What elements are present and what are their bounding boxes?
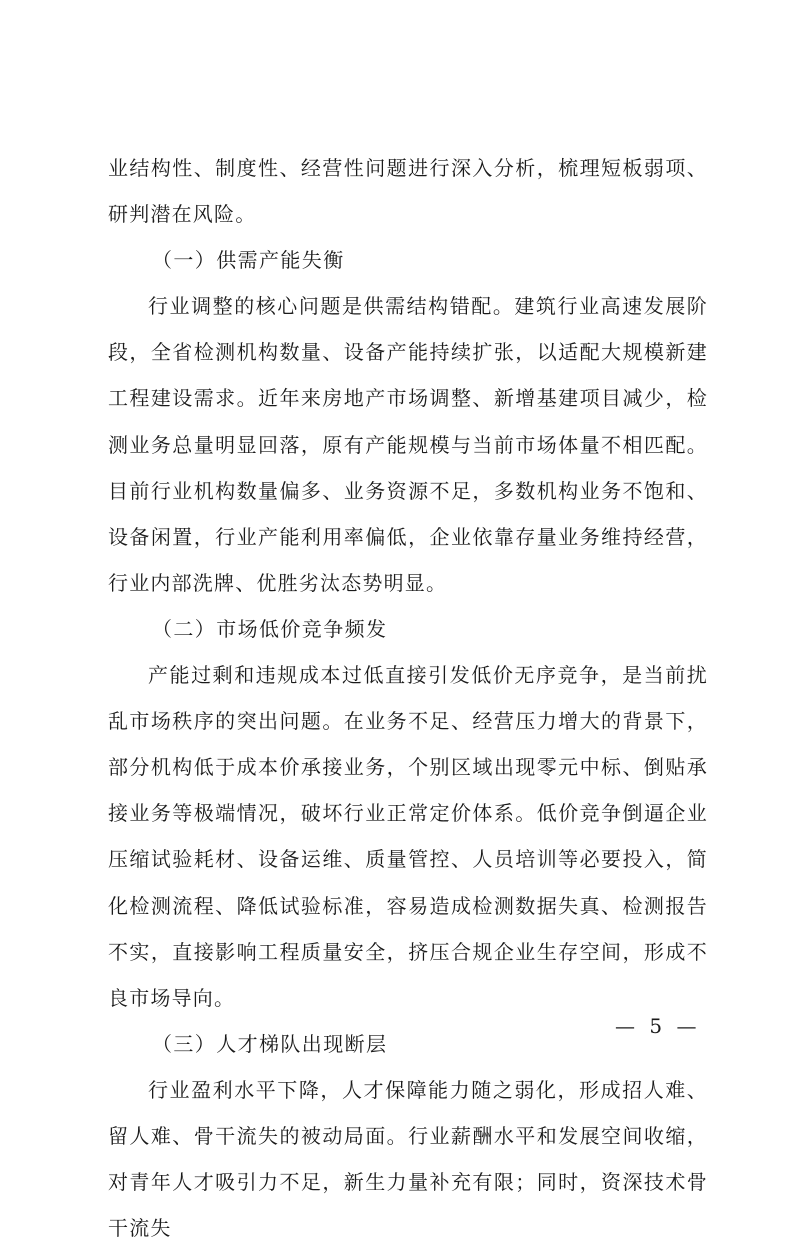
page-number: — 5 — <box>615 1014 701 1038</box>
section-heading-1: （一）供需产能失衡 <box>152 248 345 273</box>
section-heading-2: （二）市场低价竞争频发 <box>152 616 388 641</box>
paragraph-talent: 行业盈利水平下降，人才保障能力随之弱化，形成招人难、留人难、骨干流失的被动局面。行业薪酬水平和发展空间收缩，对青年人才吸引力不足，新生力量补充有限；同时，资深技术骨干流失 <box>108 1077 708 1241</box>
section-heading-3: （三）人才梯队出现断层 <box>152 1031 388 1056</box>
paragraph-continuation: 业结构性、制度性、经营性问题进行深入分析，梳理短板弱项、研判潜在风险。 <box>108 156 708 227</box>
paragraph-low-price-competition: 产能过剩和违规成本过低直接引发低价无序竞争，是当前扰乱市场秩序的突出问题。在业务不足、经营压力增大的背景下，部分机构低于成本价承接业务，个别区域出现零元中标、倒贴承接业务等极端情况，破坏行业正常定价体系。低价竞争倒逼企业压缩试验耗材、设备运维、质量管控、人员培训等必要投入，简化检测流程、降低试验标准，容易造成检测数据失真、检测报告不实，直接影响工程质量安全，挤压合规企业生存空间，形成不良市场导向。 <box>108 663 708 1010</box>
paragraph-supply-demand: 行业调整的核心问题是供需结构错配。建筑行业高速发展阶段，全省检测机构数量、设备产能持续扩张，以适配大规模新建工程建设需求。近年来房地产市场调整、新增基建项目减少，检测业务总量明显回落，原有产能规模与当前市场体量不相匹配。目前行业机构数量偏多、业务资源不足，多数机构业务不饱和、设备闲置，行业产能利用率偏低，企业依靠存量业务维持经营，行业内部洗牌、优胜劣汰态势明显。 <box>108 294 708 595</box>
document-body <box>108 145 708 1251</box>
